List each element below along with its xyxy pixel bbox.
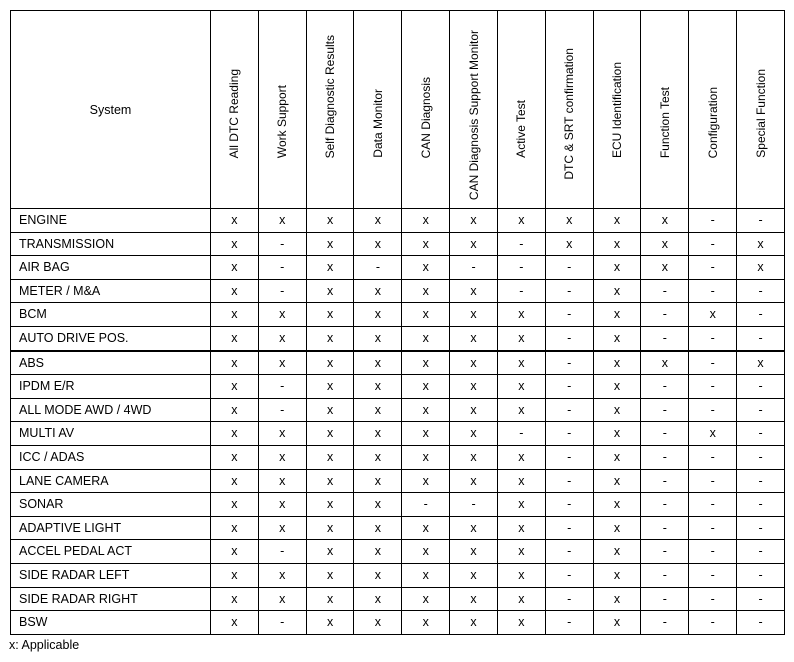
- table-cell: x: [593, 516, 641, 540]
- table-row: [11, 516, 785, 540]
- table-cell: x: [258, 516, 306, 540]
- table-cell: -: [641, 540, 689, 564]
- table-row: [11, 611, 785, 635]
- table-cell: x: [402, 375, 450, 399]
- table-cell: x: [641, 232, 689, 256]
- system-column-header: System: [11, 11, 211, 209]
- col-active-test: [497, 11, 545, 209]
- table-cell: -: [545, 540, 593, 564]
- table-cell: x: [258, 493, 306, 517]
- table-cell: x: [306, 326, 354, 350]
- table-cell: x: [354, 516, 402, 540]
- table-cell: x: [593, 469, 641, 493]
- table-cell: x: [306, 209, 354, 233]
- column-label: Function Test: [657, 86, 672, 158]
- table-cell: -: [258, 375, 306, 399]
- table-cell: x: [211, 303, 259, 327]
- table-cell: -: [258, 611, 306, 635]
- table-cell: -: [641, 422, 689, 446]
- table-cell: x: [402, 422, 450, 446]
- table-cell: -: [689, 493, 737, 517]
- table-cell: -: [689, 279, 737, 303]
- table-cell: x: [211, 516, 259, 540]
- table-cell: x: [306, 279, 354, 303]
- table-cell: -: [737, 587, 785, 611]
- table-cell: x: [593, 303, 641, 327]
- table-row: [11, 209, 785, 233]
- table-cell: -: [545, 516, 593, 540]
- table-cell: x: [450, 303, 498, 327]
- table-cell: -: [545, 351, 593, 375]
- table-row: [11, 256, 785, 280]
- table-row: [11, 493, 785, 517]
- table-row: [11, 279, 785, 303]
- table-cell: -: [497, 256, 545, 280]
- table-cell: x: [354, 540, 402, 564]
- table-cell: x: [593, 540, 641, 564]
- table-cell: x: [450, 563, 498, 587]
- table-cell: x: [354, 279, 402, 303]
- table-cell: -: [497, 422, 545, 446]
- table-body: [11, 209, 785, 635]
- table-cell: x: [211, 232, 259, 256]
- table-cell: x: [211, 493, 259, 517]
- table-cell: -: [641, 375, 689, 399]
- table-cell: x: [211, 209, 259, 233]
- table-row: [11, 540, 785, 564]
- col-self-diagnostic-results: [306, 11, 354, 209]
- table-cell: x: [593, 611, 641, 635]
- table-cell: x: [306, 587, 354, 611]
- table-cell: x: [497, 326, 545, 350]
- table-cell: x: [545, 209, 593, 233]
- table-cell: x: [258, 422, 306, 446]
- table-cell: -: [641, 611, 689, 635]
- col-data-monitor: [354, 11, 402, 209]
- table-cell: x: [641, 256, 689, 280]
- table-cell: x: [211, 587, 259, 611]
- table-row: [11, 398, 785, 422]
- table-cell: -: [737, 516, 785, 540]
- table-cell: -: [641, 469, 689, 493]
- col-special-function: [737, 11, 785, 209]
- table-cell: x: [450, 398, 498, 422]
- table-cell: x: [306, 303, 354, 327]
- table-cell: x: [450, 587, 498, 611]
- table-cell: x: [354, 398, 402, 422]
- table-row: [11, 232, 785, 256]
- table-cell: -: [545, 375, 593, 399]
- table-cell: x: [402, 469, 450, 493]
- table-cell: x: [354, 422, 402, 446]
- table-cell: x: [402, 232, 450, 256]
- system-name: ABS: [11, 351, 211, 375]
- table-cell: x: [354, 563, 402, 587]
- table-cell: x: [211, 422, 259, 446]
- table-cell: -: [641, 493, 689, 517]
- system-name: SONAR: [11, 493, 211, 517]
- table-cell: x: [306, 351, 354, 375]
- table-cell: x: [497, 540, 545, 564]
- table-cell: -: [497, 232, 545, 256]
- table-cell: x: [402, 611, 450, 635]
- system-name: METER / M&A: [11, 279, 211, 303]
- table-cell: x: [450, 326, 498, 350]
- table-cell: x: [354, 611, 402, 635]
- table-cell: x: [641, 351, 689, 375]
- table-cell: x: [211, 398, 259, 422]
- table-cell: x: [258, 303, 306, 327]
- table-cell: x: [258, 326, 306, 350]
- table-cell: -: [545, 445, 593, 469]
- table-cell: -: [737, 563, 785, 587]
- column-label: Configuration: [705, 86, 720, 158]
- table-cell: x: [593, 375, 641, 399]
- table-cell: -: [689, 375, 737, 399]
- table-cell: x: [258, 563, 306, 587]
- system-name: TRANSMISSION: [11, 232, 211, 256]
- table-cell: x: [354, 469, 402, 493]
- table-cell: x: [545, 232, 593, 256]
- column-label: Special Function: [753, 69, 768, 158]
- col-all-dtc-reading: [211, 11, 259, 209]
- table-cell: x: [402, 445, 450, 469]
- table-cell: -: [737, 279, 785, 303]
- table-cell: x: [450, 469, 498, 493]
- col-can-diagnosis: [402, 11, 450, 209]
- table-cell: -: [737, 469, 785, 493]
- table-cell: -: [689, 256, 737, 280]
- table-cell: -: [545, 326, 593, 350]
- table-cell: -: [545, 587, 593, 611]
- table-row: [11, 303, 785, 327]
- table-cell: x: [593, 422, 641, 446]
- table-cell: x: [402, 279, 450, 303]
- table-cell: -: [689, 469, 737, 493]
- table-cell: x: [306, 256, 354, 280]
- table-cell: x: [450, 611, 498, 635]
- table-cell: x: [497, 587, 545, 611]
- table-cell: x: [593, 563, 641, 587]
- table-cell: x: [306, 422, 354, 446]
- table-cell: -: [737, 422, 785, 446]
- system-name: MULTI AV: [11, 422, 211, 446]
- table-row: [11, 587, 785, 611]
- table-cell: -: [545, 256, 593, 280]
- system-name: AIR BAG: [11, 256, 211, 280]
- table-cell: -: [689, 209, 737, 233]
- table-cell: -: [689, 587, 737, 611]
- column-label: Work Support: [275, 84, 290, 158]
- table-cell: x: [497, 493, 545, 517]
- col-configuration: [689, 11, 737, 209]
- column-label: ECU Identification: [610, 61, 625, 158]
- table-cell: x: [497, 303, 545, 327]
- table-cell: -: [402, 493, 450, 517]
- table-cell: x: [306, 375, 354, 399]
- system-name: AUTO DRIVE POS.: [11, 326, 211, 350]
- table-cell: -: [737, 611, 785, 635]
- table-cell: x: [497, 209, 545, 233]
- table-cell: x: [306, 469, 354, 493]
- table-cell: x: [211, 326, 259, 350]
- system-name: SIDE RADAR LEFT: [11, 563, 211, 587]
- table-cell: x: [593, 279, 641, 303]
- column-label: Self Diagnostic Results: [323, 34, 338, 158]
- table-cell: -: [641, 516, 689, 540]
- table-cell: x: [593, 398, 641, 422]
- table-cell: x: [402, 398, 450, 422]
- table-cell: -: [737, 493, 785, 517]
- table-cell: x: [354, 326, 402, 350]
- table-cell: -: [689, 445, 737, 469]
- table-cell: x: [354, 493, 402, 517]
- table-cell: x: [354, 232, 402, 256]
- table-cell: x: [593, 209, 641, 233]
- table-cell: x: [497, 563, 545, 587]
- system-name: ADAPTIVE LIGHT: [11, 516, 211, 540]
- table-cell: -: [258, 540, 306, 564]
- table-cell: -: [258, 232, 306, 256]
- col-ecu-identification: [593, 11, 641, 209]
- table-cell: x: [593, 351, 641, 375]
- table-cell: x: [306, 611, 354, 635]
- table-cell: x: [354, 209, 402, 233]
- table-cell: x: [402, 540, 450, 564]
- diagnostic-function-table: [10, 10, 785, 635]
- table-cell: x: [211, 256, 259, 280]
- table-row: [11, 563, 785, 587]
- table-cell: x: [354, 375, 402, 399]
- table-cell: -: [689, 611, 737, 635]
- header-row: [11, 11, 785, 209]
- table-cell: x: [211, 445, 259, 469]
- table-cell: -: [545, 611, 593, 635]
- table-cell: -: [737, 303, 785, 327]
- table-cell: x: [737, 351, 785, 375]
- system-name: SIDE RADAR RIGHT: [11, 587, 211, 611]
- table-cell: x: [593, 326, 641, 350]
- column-label: Active Test: [514, 100, 529, 158]
- table-cell: -: [737, 209, 785, 233]
- system-name: BSW: [11, 611, 211, 635]
- table-cell: x: [737, 256, 785, 280]
- table-cell: x: [450, 351, 498, 375]
- table-cell: -: [258, 256, 306, 280]
- table-cell: x: [306, 493, 354, 517]
- table-cell: -: [689, 232, 737, 256]
- table-cell: x: [497, 351, 545, 375]
- legend-note: x: Applicable: [9, 638, 80, 652]
- table-cell: -: [641, 303, 689, 327]
- table-cell: x: [593, 587, 641, 611]
- table-cell: -: [258, 279, 306, 303]
- table-row: [11, 422, 785, 446]
- table-cell: x: [258, 209, 306, 233]
- table-cell: x: [354, 445, 402, 469]
- table-cell: -: [689, 563, 737, 587]
- table-cell: x: [402, 326, 450, 350]
- table-cell: -: [641, 587, 689, 611]
- table-cell: x: [450, 516, 498, 540]
- system-name: ENGINE: [11, 209, 211, 233]
- col-can-diagnosis-support-monitor: [450, 11, 498, 209]
- table-cell: -: [258, 398, 306, 422]
- col-work-support: [258, 11, 306, 209]
- table-cell: x: [354, 351, 402, 375]
- table-cell: -: [545, 563, 593, 587]
- table-cell: x: [737, 232, 785, 256]
- table-cell: x: [450, 209, 498, 233]
- table-cell: x: [402, 587, 450, 611]
- table-cell: x: [593, 256, 641, 280]
- table-cell: x: [497, 469, 545, 493]
- table-cell: -: [545, 422, 593, 446]
- table-cell: x: [450, 375, 498, 399]
- table-cell: x: [402, 563, 450, 587]
- table-cell: x: [211, 469, 259, 493]
- table-cell: -: [689, 540, 737, 564]
- table-cell: x: [306, 516, 354, 540]
- table-cell: -: [450, 493, 498, 517]
- table-cell: x: [402, 351, 450, 375]
- col-dtc-srt-confirmation: [545, 11, 593, 209]
- table-cell: -: [545, 303, 593, 327]
- system-name: LANE CAMERA: [11, 469, 211, 493]
- table-cell: x: [593, 445, 641, 469]
- table-cell: x: [211, 563, 259, 587]
- table-cell: x: [450, 540, 498, 564]
- table-cell: x: [211, 279, 259, 303]
- table-cell: x: [497, 398, 545, 422]
- table-row: [11, 445, 785, 469]
- table-cell: x: [402, 303, 450, 327]
- table-cell: x: [689, 303, 737, 327]
- table-cell: -: [641, 563, 689, 587]
- column-label: DTC & SRT confirmation: [562, 48, 577, 180]
- table-cell: x: [497, 375, 545, 399]
- column-label: Data Monitor: [370, 89, 385, 158]
- table-cell: -: [641, 398, 689, 422]
- table-cell: -: [354, 256, 402, 280]
- table-cell: x: [593, 493, 641, 517]
- column-label: CAN Diagnosis: [418, 76, 433, 158]
- table-cell: x: [258, 351, 306, 375]
- table-cell: -: [545, 493, 593, 517]
- table-cell: x: [306, 563, 354, 587]
- table-cell: -: [689, 351, 737, 375]
- table-cell: x: [641, 209, 689, 233]
- table-cell: x: [258, 587, 306, 611]
- system-name: ACCEL PEDAL ACT: [11, 540, 211, 564]
- table-cell: x: [402, 516, 450, 540]
- column-label: All DTC Reading: [227, 68, 242, 158]
- table-cell: -: [689, 398, 737, 422]
- table-cell: x: [306, 232, 354, 256]
- table-cell: x: [497, 445, 545, 469]
- table-cell: x: [402, 256, 450, 280]
- table-cell: x: [211, 351, 259, 375]
- table-cell: x: [497, 611, 545, 635]
- table-cell: x: [211, 611, 259, 635]
- table-cell: x: [593, 232, 641, 256]
- table-row: [11, 326, 785, 350]
- table-cell: x: [450, 279, 498, 303]
- table-cell: x: [211, 375, 259, 399]
- column-label: CAN Diagnosis Support Monitor: [466, 29, 481, 200]
- table-cell: -: [545, 279, 593, 303]
- table-cell: -: [450, 256, 498, 280]
- table-cell: x: [306, 398, 354, 422]
- table-cell: -: [737, 375, 785, 399]
- system-name: BCM: [11, 303, 211, 327]
- table-cell: x: [258, 445, 306, 469]
- table-row: [11, 375, 785, 399]
- system-name: ALL MODE AWD / 4WD: [11, 398, 211, 422]
- table-cell: -: [737, 326, 785, 350]
- table-cell: x: [306, 540, 354, 564]
- table-cell: -: [689, 326, 737, 350]
- table-cell: -: [641, 445, 689, 469]
- table-cell: -: [545, 469, 593, 493]
- table-row: [11, 351, 785, 375]
- table-cell: -: [545, 398, 593, 422]
- table-cell: x: [689, 422, 737, 446]
- table-cell: -: [737, 540, 785, 564]
- table-row: [11, 469, 785, 493]
- table-cell: x: [450, 422, 498, 446]
- table-cell: x: [306, 445, 354, 469]
- table-cell: x: [402, 209, 450, 233]
- table-cell: x: [354, 303, 402, 327]
- system-name: IPDM E/R: [11, 375, 211, 399]
- table-cell: -: [737, 398, 785, 422]
- system-name: ICC / ADAS: [11, 445, 211, 469]
- table-cell: -: [689, 516, 737, 540]
- table-cell: x: [450, 232, 498, 256]
- table-cell: x: [354, 587, 402, 611]
- table-cell: -: [497, 279, 545, 303]
- table-cell: -: [737, 445, 785, 469]
- table-cell: x: [450, 445, 498, 469]
- table-cell: x: [497, 516, 545, 540]
- col-function-test: [641, 11, 689, 209]
- table-cell: -: [641, 279, 689, 303]
- table-cell: x: [211, 540, 259, 564]
- table-cell: -: [641, 326, 689, 350]
- table-cell: x: [258, 469, 306, 493]
